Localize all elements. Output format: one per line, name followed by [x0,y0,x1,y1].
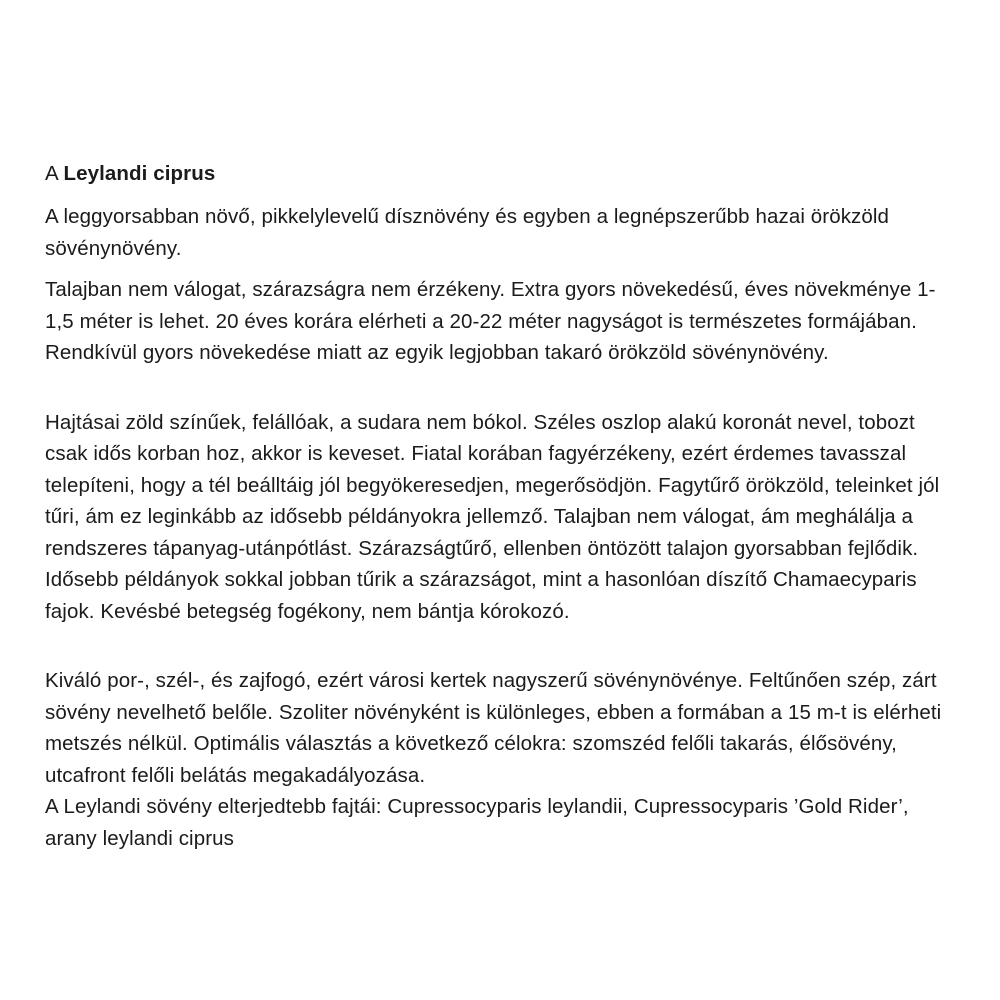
title-emphasis: Leylandi ciprus [63,162,216,185]
paragraph-characteristics: Hajtásai zöld színűek, felállóak, a sudara nem bókol. Széles oszlop alakú koronát nevel, tobozt csak idős korban hoz, akkor is keveset. Fiatal korában fagyérzékeny, ezért érdemes tavasszal telepíteni, hogy a tél beálltáig jól begyökeresedjen, megerősödjön. Fagytűrő örökzöld, teleinket jól tűri, ám ez leginkább az idősebb példányokra jellemző. Talajban nem válogat, ám meghálálja a rendszeres tápanyag-utánpótlást. Szárazságtűrő, ellenben öntözött talajon gyorsabban fejlődik. Idősebb példányok sokkal jobban tűrik a szárazságot, mint a hasonlóan díszítő Chamaecyparis fajok. Kevésbé betegség fogékony, nem bántja kórokozó. [45,410,940,623]
paragraph-varieties: A Leylandi sövény elterjedtebb fajtái: Cupressocyparis leylandii, Cupressocyparis ’Gold Rider’, arany leylandi ciprus [45,795,909,850]
title-prefix: A [45,162,64,185]
paragraph-growth: Talajban nem válogat, szárazságra nem érzékeny. Extra gyors növekedésű, éves növekménye 1-1,5 méter is lehet. 20 éves korára elérheti a 20-22 méter nagyságot is természetes formájában. Rendkívül gyors növekedése miatt az egyik legjobban takaró örökzöld sövénynövény. [45,278,936,364]
paragraph-uses: Kiváló por-, szél-, és zajfogó, ezért városi kertek nagyszerű sövénynövénye. Feltűnően szép, zárt sövény nevelhető belőle. Szoliter növényként is különleges, ebben a formában a 15 m-t is elérheti metszés nélkül. Optimális választás a következő célokra: szomszéd felőli takarás, élősövény, utcafront felőli belátás megakadályozása. [45,669,942,787]
paragraph-intro: A leggyorsabban növő, pikkelylevelű dísznövény és egyben a legnépszerűbb hazai örökzöld sövénynövény. [45,205,890,260]
document-title [45,158,956,189]
